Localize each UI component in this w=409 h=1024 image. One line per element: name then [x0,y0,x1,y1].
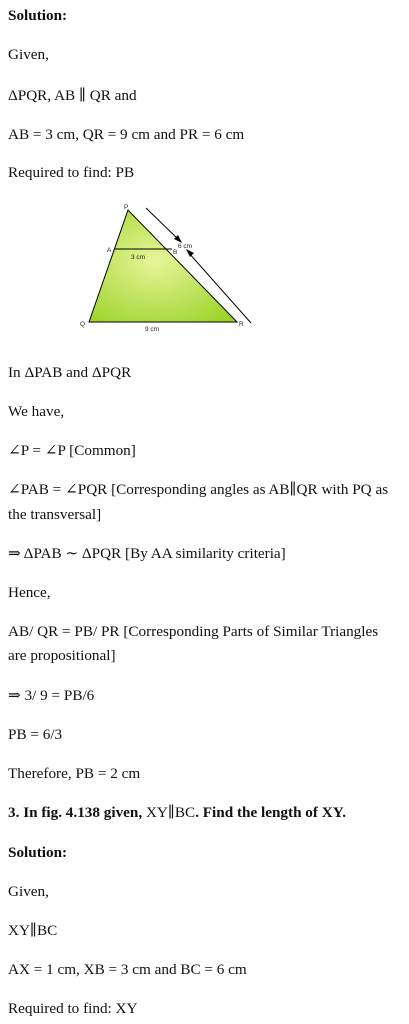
solution-2-given: Given, [8,883,49,900]
given-label: Given, [8,46,49,63]
triangle-figure [0,196,409,341]
ratio-statement-2: are propositional] [8,647,116,664]
conclusion-statement: Therefore, PB = 2 cm [8,765,141,782]
arrow-pr-head [186,249,194,257]
label-r: R [239,321,244,328]
label-a: A [107,247,112,254]
triangle-statement: ΔPQR, AB ∥ QR and [8,87,137,104]
we-have: We have, [8,403,65,420]
angle-p-statement: ∠P = ∠P [Common] [8,442,136,459]
required-statement: Required to find: PB [8,164,135,181]
substitution-statement: ⇒ 3/ 9 = PB/6 [8,687,95,704]
triangle-pqr [89,210,237,322]
label-pr-length: 6 cm [178,243,193,250]
solution-2-measures: AX = 1 cm, XB = 3 cm and BC = 6 cm [8,961,247,978]
pb-expression: PB = 6/3 [8,726,63,743]
solution-2-heading: Solution: [8,844,68,861]
similarity-statement: ⇒ ΔPAB ∼ ΔPQR [By AA similarity criteria] [8,545,286,562]
label-b: B [173,249,178,256]
label-ab-length: 3 cm [131,254,146,261]
question-3-condition: XY∥BC [145,804,196,821]
in-triangles: In ΔPAB and ΔPQR [8,364,132,381]
question-3-ask: . Find the length of XY. [195,804,347,821]
solution-2-required: Required to find: XY [8,1000,138,1017]
question-3 [8,803,403,822]
hence-label: Hence, [8,584,51,601]
label-qr-length: 9 cm [145,326,160,333]
ratio-statement-1: AB/ QR = PB/ PR [Corresponding Parts of Similar Triangles [8,623,379,640]
label-q: Q [80,321,86,328]
given-measures: AB = 3 cm, QR = 9 cm and PR = 6 cm [8,126,245,143]
solution-heading: Solution: [8,7,68,24]
question-3-number: 3. In fig. 4.138 given, [8,804,146,821]
angle-pab-statement-1: ∠PAB = ∠PQR [Corresponding angles as AB∥QR with PQ as [8,481,389,498]
solution-2-parallel: XY∥BC [8,922,58,939]
label-p: P [124,204,129,211]
triangle-diagram [0,196,409,341]
angle-pab-statement-2: the transversal] [8,506,102,523]
